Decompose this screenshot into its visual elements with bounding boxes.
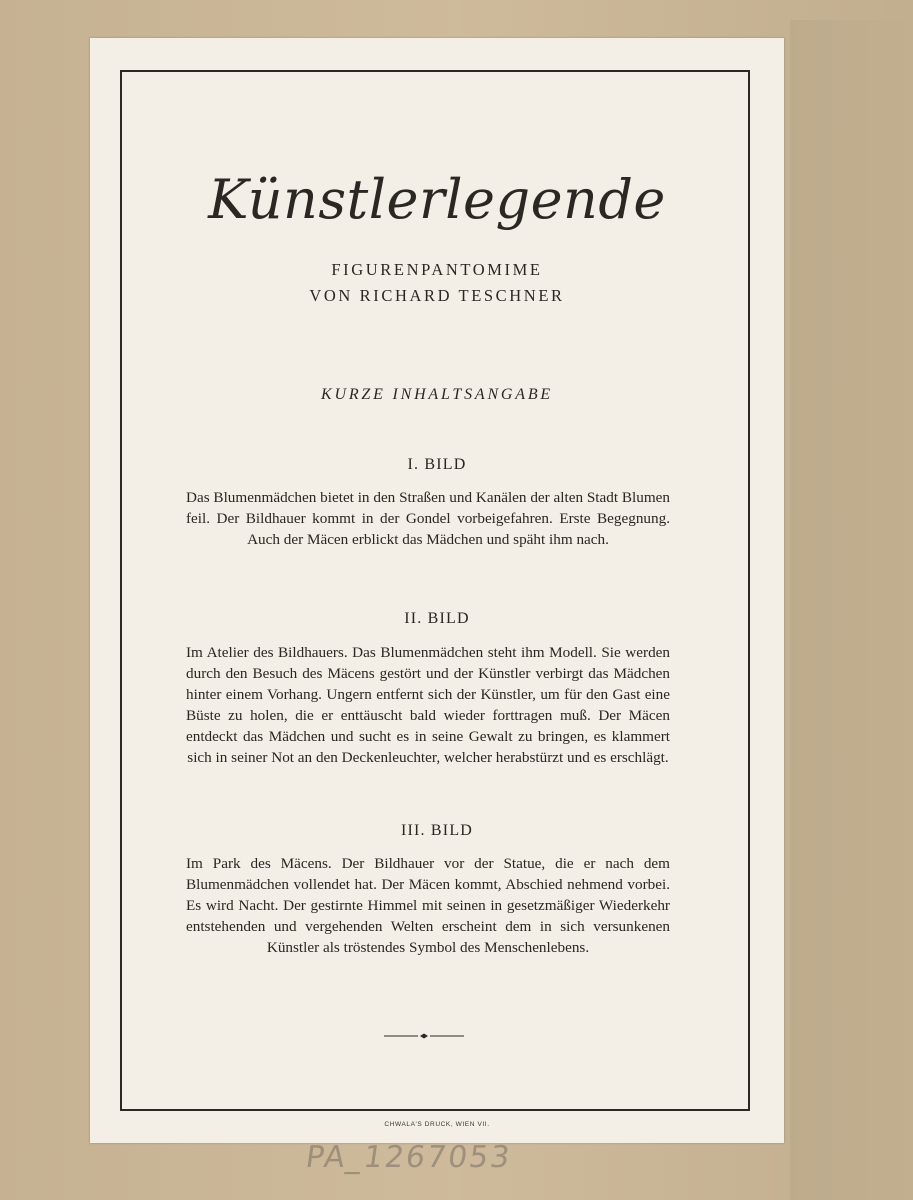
printer-imprint: CHWALA'S DRUCK, WIEN VII.: [384, 1121, 490, 1128]
subtitle-author: VON RICHARD TESCHNER: [309, 286, 565, 305]
end-ornament-icon: [384, 1031, 464, 1041]
pencil-inventory-note: PA_1267053: [303, 1140, 514, 1175]
program-sheet: [90, 38, 784, 1143]
scene-2-heading: II. BILD: [404, 610, 470, 627]
summary-heading: KURZE INHALTSANGABE: [321, 386, 553, 403]
scene-1-heading: I. BILD: [407, 456, 467, 473]
document-title: Künstlerlegende: [208, 168, 666, 231]
scene-2-text: Im Atelier des Bildhauers. Das Blumenmädchen steht ihm Modell. Sie werden durch den Besuch des Mäcens gestört und der Künstler verbirgt das Mädchen hinter einem Vorhang. Ungern entfernt sich der Künstler, um für den Gast eine Büste zu holen, die er enttäuscht bald wieder forttragen muß. Der Mäcen entdeckt das Mädchen und sucht es in seine Gewalt zu bringen, es klammert sich in seiner Not an den Deckenleuchter, welcher herabstürzt und es erschlägt.: [186, 644, 670, 766]
scene-1-text: Das Blumenmädchen bietet in den Straßen und Kanälen der alten Stadt Blumen feil. Der Bildhauer kommt in der Gondel vorbeigefahren. Erste Begegnung. Auch der Mäcen erblickt das Mädchen und späht ihm nach.: [186, 489, 670, 548]
scene-3-heading: III. BILD: [400, 822, 474, 839]
scene-3-text: Im Park des Mäcens. Der Bildhauer vor der Statue, die er nach dem Blumenmädchen vollendet hat. Der Mäcen kommt, Abschied nehmend vorbei. Es wird Nacht. Der gestirnte Himmel mit seinen in gesetzmäßiger Wiederkehr entstehenden und vergehenden Welten erscheint dem in sich versunkenen Künstler als tröstendes Symbol des Menschenlebens.: [186, 855, 670, 956]
subtitle-genre: FIGURENPANTOMIME: [331, 260, 543, 279]
backing-board-edge: [790, 20, 913, 1200]
